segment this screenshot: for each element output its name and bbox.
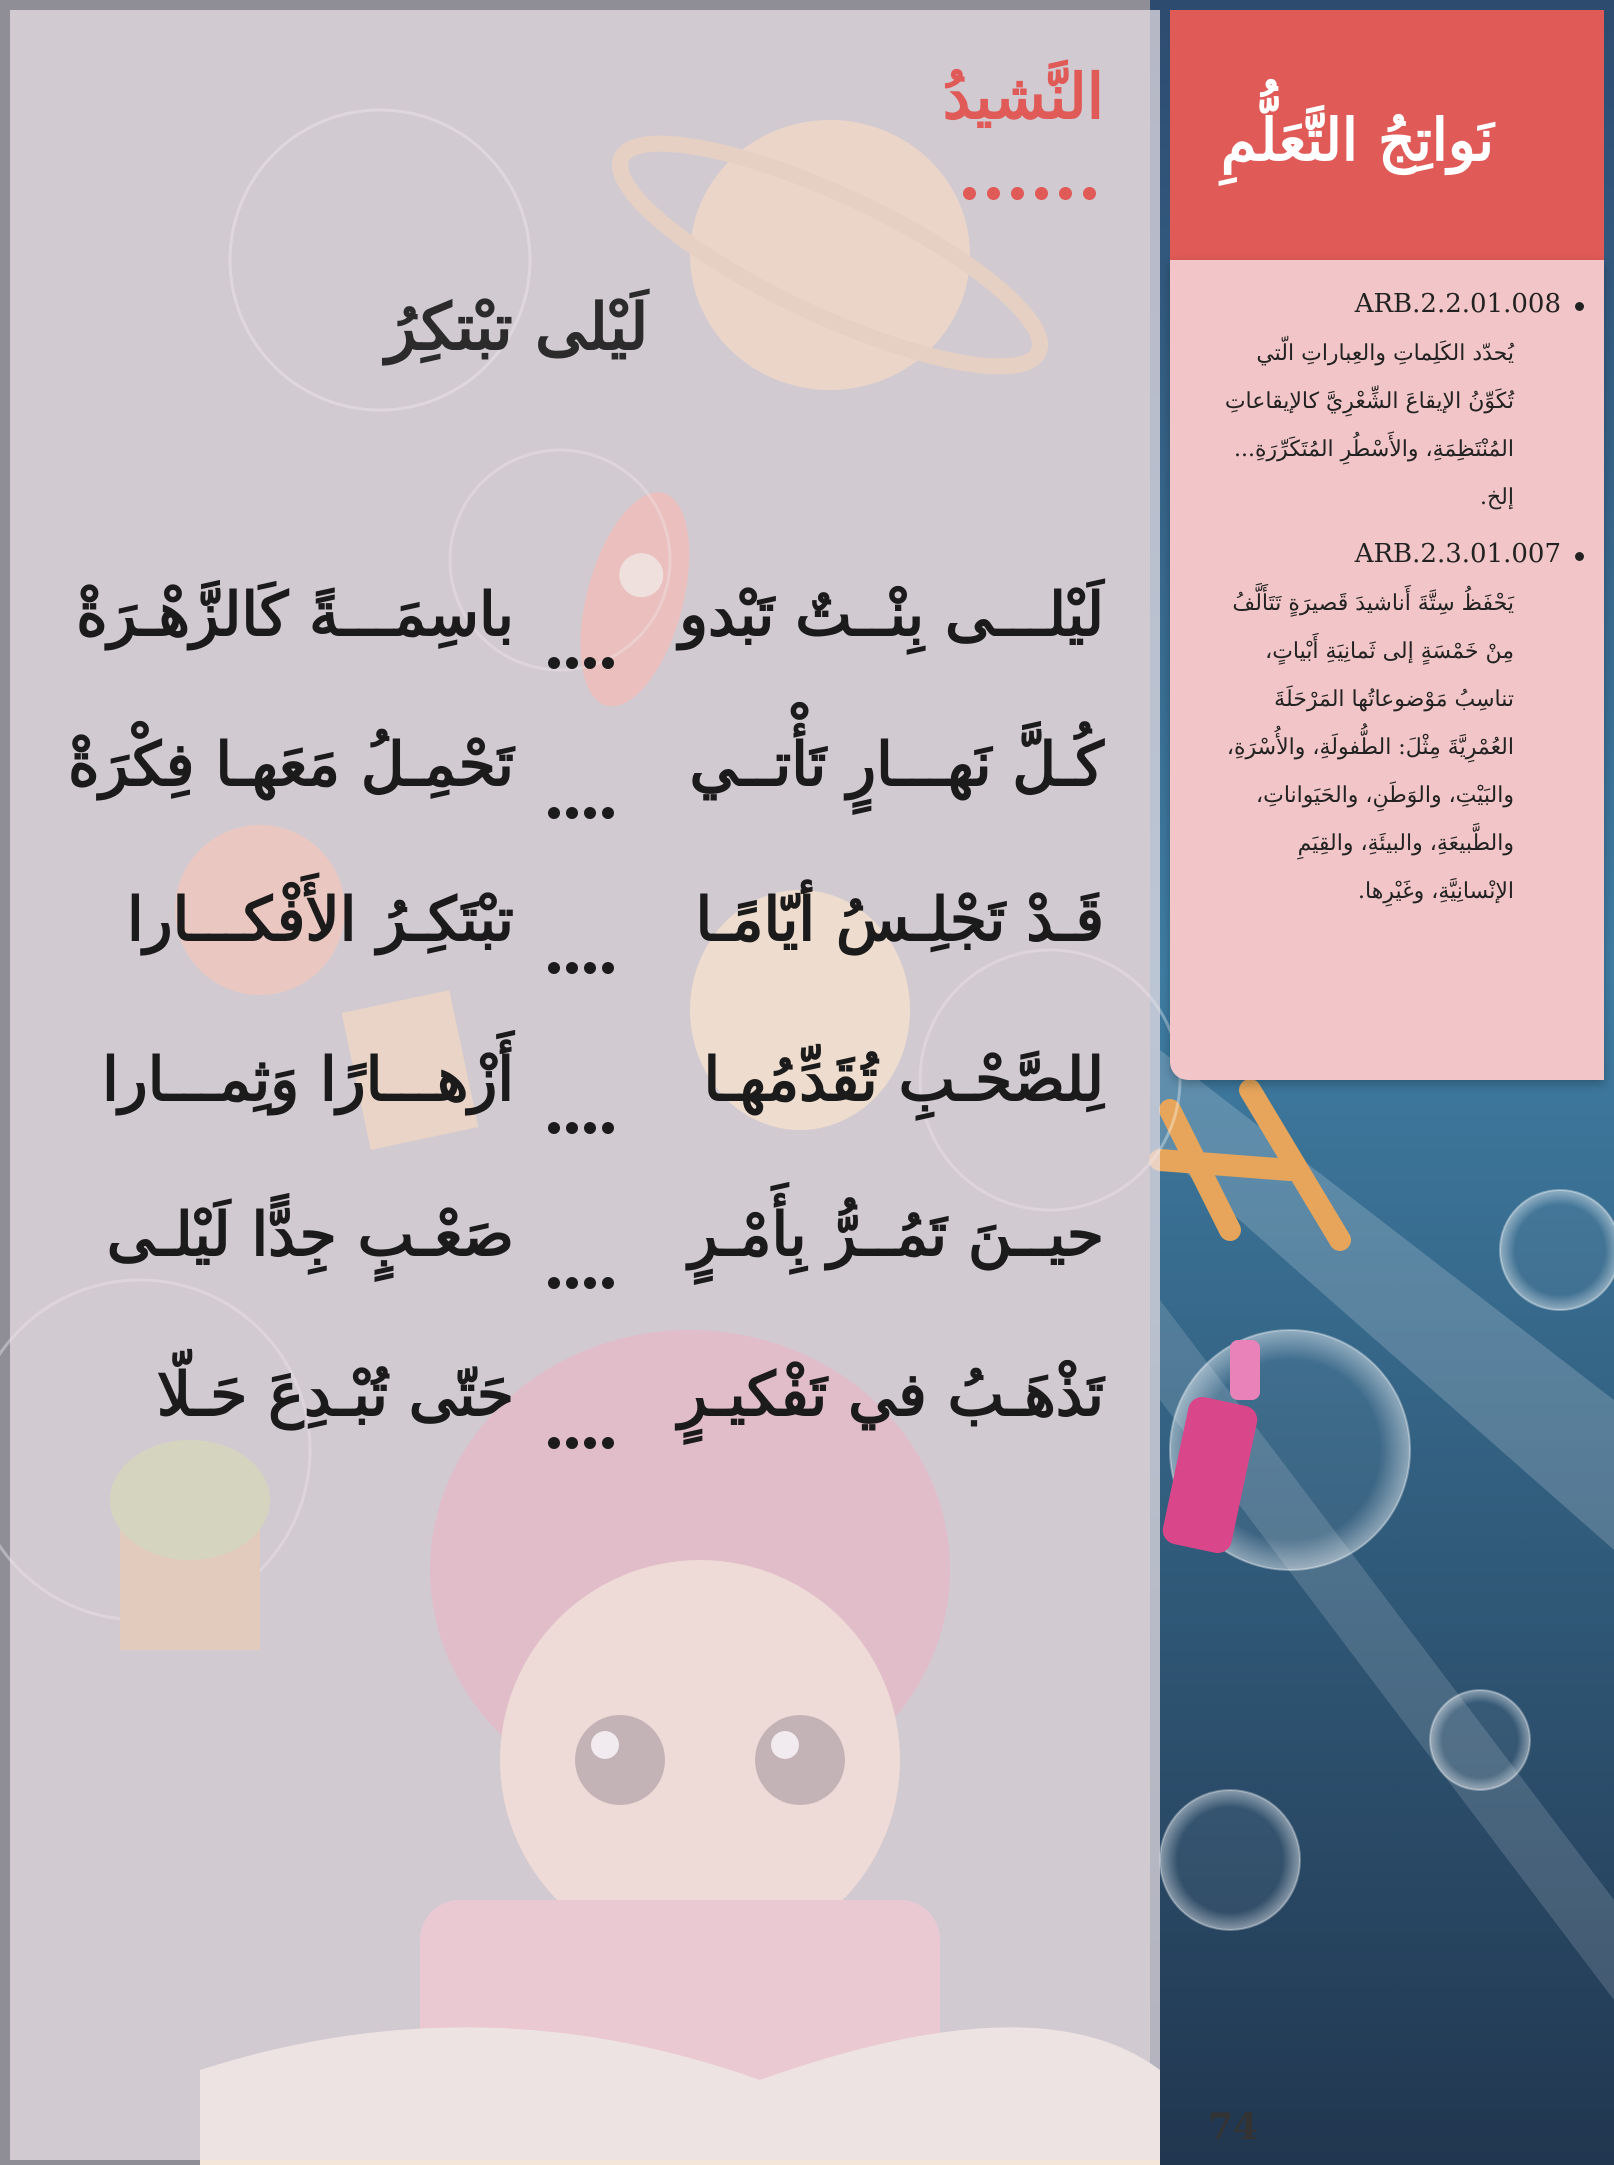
verse-separator: [534, 1079, 614, 1099]
outcomes-header: [1170, 10, 1604, 260]
bullet-icon: [1575, 302, 1584, 311]
verse-second-half: تبْتَكِـرُ الأَفْكـــارا: [127, 885, 514, 955]
verse-2: [54, 730, 1104, 840]
section-title: النَّشيدُ: [942, 60, 1104, 133]
verse-4: [54, 1045, 1104, 1155]
verse-second-half: تَحْمِـلُ مَعَهـا فِكْرَةْ: [68, 730, 514, 800]
verse-second-half: أَزْهـــارًا وَثِمـــارا: [102, 1045, 514, 1115]
verse-5: [54, 1200, 1104, 1310]
verse-first-half: لَيْلـــى بِنْــتٌ تَبْدو: [679, 580, 1104, 650]
verse-first-half: حيــنَ تَمُــرُّ بِأَمْـرٍ: [688, 1200, 1104, 1270]
verse-separator: [534, 919, 614, 939]
verse-1: [54, 580, 1104, 690]
outcome-code: ARB.2.3.01.007: [1354, 539, 1561, 569]
page-number: 74: [1208, 2106, 1259, 2148]
verse-separator: [534, 764, 614, 784]
verse-first-half: قَـدْ تَجْلِـسُ أيّامًـا: [695, 885, 1104, 955]
verse-6: [54, 1360, 1104, 1470]
outcome-item: [1194, 530, 1584, 916]
verse-first-half: تَذْهَـبُ في تَفْكيـرٍ: [678, 1360, 1104, 1430]
verse-first-half: لِلصَّحْـبِ تُقَدِّمُهـا: [703, 1045, 1104, 1115]
poem-title: لَيْلى تبْتكِرُ: [385, 290, 649, 365]
verse-separator: [534, 1394, 614, 1414]
verse-separator: [534, 1234, 614, 1254]
outcomes-title: نَواتِجُ التَّعَلُّمِ: [1220, 106, 1494, 174]
outcome-item: [1194, 280, 1584, 522]
bullet-icon: [1575, 552, 1584, 561]
outcome-text: يُحدّد الكَلِماتِ والعِباراتِ الّتي تُكَوِّنُ الإيقاعَ الشِّعْرِيَّ كالإيقاعاتِ المُنْتَظِمَةِ، والأَسْطُرِ المُتَكَرِّرَةِ... إلخ.: [1224, 341, 1514, 510]
outcome-text: يَحْفَظُ سِتَّةَ أَناشيدَ قَصيرَةٍ تَتَأَلَّفُ مِنْ خَمْسَةٍ إلى ثَمانِيَةِ أَبْياتٍ، تناسِبُ مَوْضوعاتُها المَرْحَلَةَ العُمْرِيَّةَ مِثْلَ: الطُّفولَةِ، والأُسْرَةِ، والبَيْتِ، والوَطَنِ، والحَيَواناتِ، والطَّبيعَةِ، والبيئَةِ، والقِيَمِ الإنْسانِيَّةِ، وغَيْرِها.: [1226, 591, 1514, 904]
outcome-code: ARB.2.2.01.008: [1354, 289, 1561, 319]
verse-first-half: كُـلَّ نَهـــارٍ تَأْتــي: [689, 730, 1104, 800]
outcomes-list: [1170, 260, 1604, 1080]
verse-separator: [534, 614, 614, 634]
title-dots-decoration: [948, 185, 1096, 205]
verse-second-half: حَتّى تُبْـدِعَ حَـلّا: [156, 1360, 514, 1430]
verse-second-half: صَعْـبٍ جِدًّا لَيْلـى: [106, 1200, 514, 1270]
verse-second-half: باسِمَـــةً كَالزَّهْـرَةْ: [76, 580, 514, 650]
verse-3: [54, 885, 1104, 995]
